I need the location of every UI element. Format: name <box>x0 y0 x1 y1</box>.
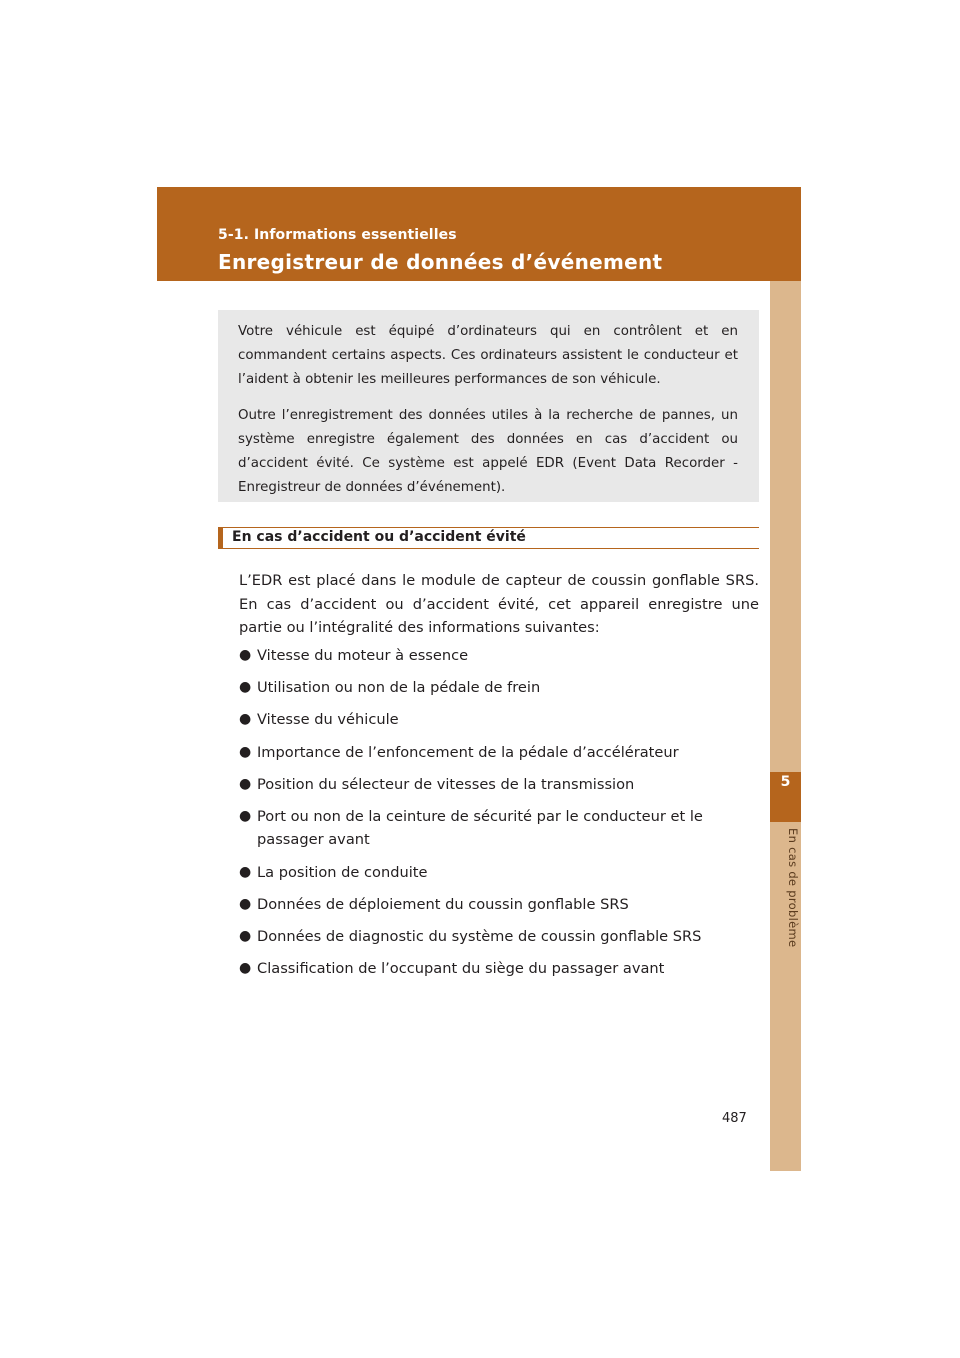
intro-paragraph-1: Votre véhicule est équipé d’ordinateurs qui en contrôlent et en commandent certains aspects. Ces ordinateurs assistent le conducteur et l’aident à obtenir les meilleures performances de son véhicule. <box>238 324 738 387</box>
bullet-icon: ● <box>239 928 252 944</box>
chapter-title: En cas de problème <box>786 828 800 948</box>
bullet-icon: ● <box>239 895 252 912</box>
section-heading <box>218 527 759 549</box>
list-item: ● Importance de l’enfoncement de la pédale d’accélérateur <box>239 741 759 765</box>
bullet-icon: ● <box>239 775 252 792</box>
section-heading-rule-top <box>223 527 759 528</box>
side-tab <box>770 281 801 1171</box>
page-number: 487 <box>722 1111 747 1126</box>
intro-box <box>218 310 759 502</box>
list-item: ● La position de conduite <box>239 861 759 885</box>
bullet-icon: ● <box>239 807 252 824</box>
bullet-icon: ● <box>239 960 252 977</box>
body-paragraph: L’EDR est placé dans le module de capteur de coussin gonflable SRS. En cas d’accident ou d’accident évité, cet appareil enregistre une partie ou l’intégralité des informations suivantes: <box>239 572 759 636</box>
page-title: Enregistreur de données d’événement <box>218 250 663 274</box>
bullet-icon: ● <box>239 743 252 760</box>
list-item: ● Utilisation ou non de la pédale de frein <box>239 676 759 700</box>
list-item: ● Vitesse du moteur à essence <box>239 644 759 668</box>
bullet-icon: ● <box>239 863 252 880</box>
list-item: ● Vitesse du véhicule <box>239 708 759 732</box>
list-item: ● Données de diagnostic du système de coussin gonflable SRS <box>239 925 759 949</box>
section-label: 5-1. Informations essentielles <box>218 227 457 243</box>
bullet-list <box>239 644 759 989</box>
section-heading-bar <box>218 527 223 549</box>
chapter-number: 5 <box>780 774 791 790</box>
list-item: ● Port ou non de la ceinture de sécurité par le conducteur et le passager avant <box>239 805 759 852</box>
section-heading-rule <box>223 548 759 549</box>
list-item: ● Position du sélecteur de vitesses de la transmission <box>239 773 759 797</box>
section-heading-text: En cas d’accident ou d’accident évité <box>232 529 526 545</box>
bullet-icon: ● <box>239 711 252 728</box>
bullet-icon: ● <box>239 647 252 663</box>
bullet-icon: ● <box>239 679 252 696</box>
list-item: ● Classification de l’occupant du siège du passager avant <box>239 957 759 981</box>
list-item: ● Données de déploiement du coussin gonflable SRS <box>239 893 759 917</box>
intro-paragraph-2: Outre l’enregistrement des données utiles à la recherche de pannes, un système enregistre également des données en cas d’accident ou d’accident évité. Ce système est appelé EDR (Event Data Recorder - Enregistreur de données d’événement). <box>238 408 738 495</box>
